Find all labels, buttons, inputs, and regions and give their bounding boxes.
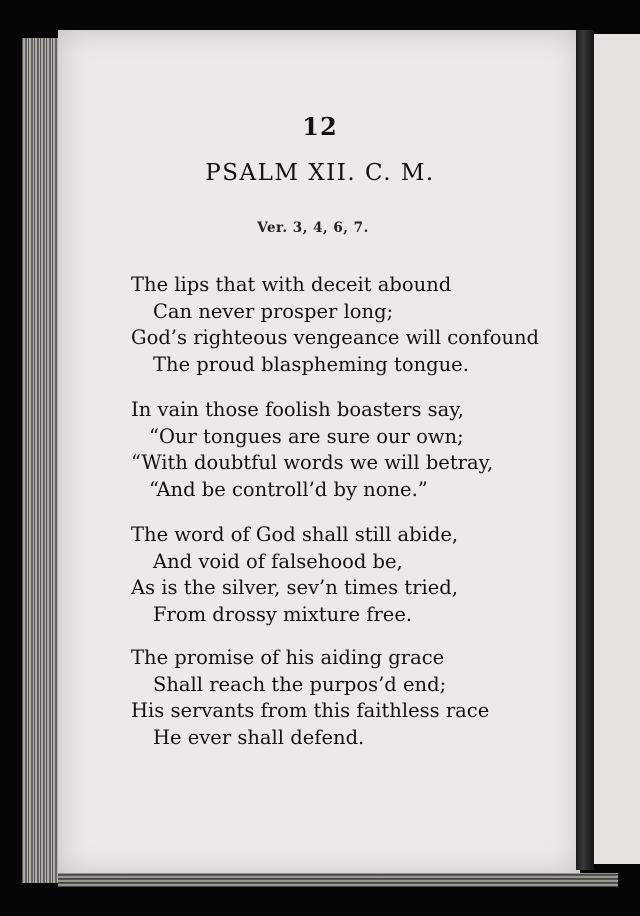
verse-reference: Ver. 3, 4, 6, 7. — [257, 220, 369, 236]
stanza-1 — [131, 272, 539, 378]
book-bottom-edge — [58, 873, 618, 887]
stanza-line: God’s righteous vengeance will confound — [131, 326, 540, 349]
stanza-line: From drossy mixture free. — [153, 602, 413, 626]
page-number: 12 — [302, 112, 338, 141]
stanza-line: The promise of his aiding grace — [131, 646, 445, 669]
stanza-line: The word of God shall still abide, — [131, 523, 459, 546]
facing-page-edge — [594, 34, 640, 864]
stanza-2 — [131, 397, 493, 503]
stanza-line: “With doubtful words we will betray, — [131, 451, 494, 474]
stanza-3 — [131, 522, 458, 628]
stanza-line: In vain those foolish boasters say, — [131, 398, 464, 421]
stanza-line: The proud blaspheming tongue. — [153, 352, 469, 376]
psalm-title: PSALM XII. C. M. — [205, 160, 435, 186]
stanza-line: Can never prosper long; — [153, 299, 394, 323]
stanza-line: His servants from this faithless race — [131, 699, 490, 722]
stanza-line: He ever shall defend. — [153, 725, 365, 749]
stanza-line: The lips that with deceit abound — [131, 273, 452, 296]
stanza-line: As is the silver, sev’n times tried, — [131, 576, 458, 599]
stanza-line: Shall reach the purpos’d end; — [153, 672, 447, 696]
book-gutter — [576, 30, 594, 870]
stanza-line: “Our tongues are sure our own; — [149, 424, 464, 448]
stanza-line: “And be controll’d by none.” — [149, 477, 428, 501]
stanza-line: And void of falsehood be, — [153, 549, 403, 573]
stanza-4 — [131, 645, 489, 751]
